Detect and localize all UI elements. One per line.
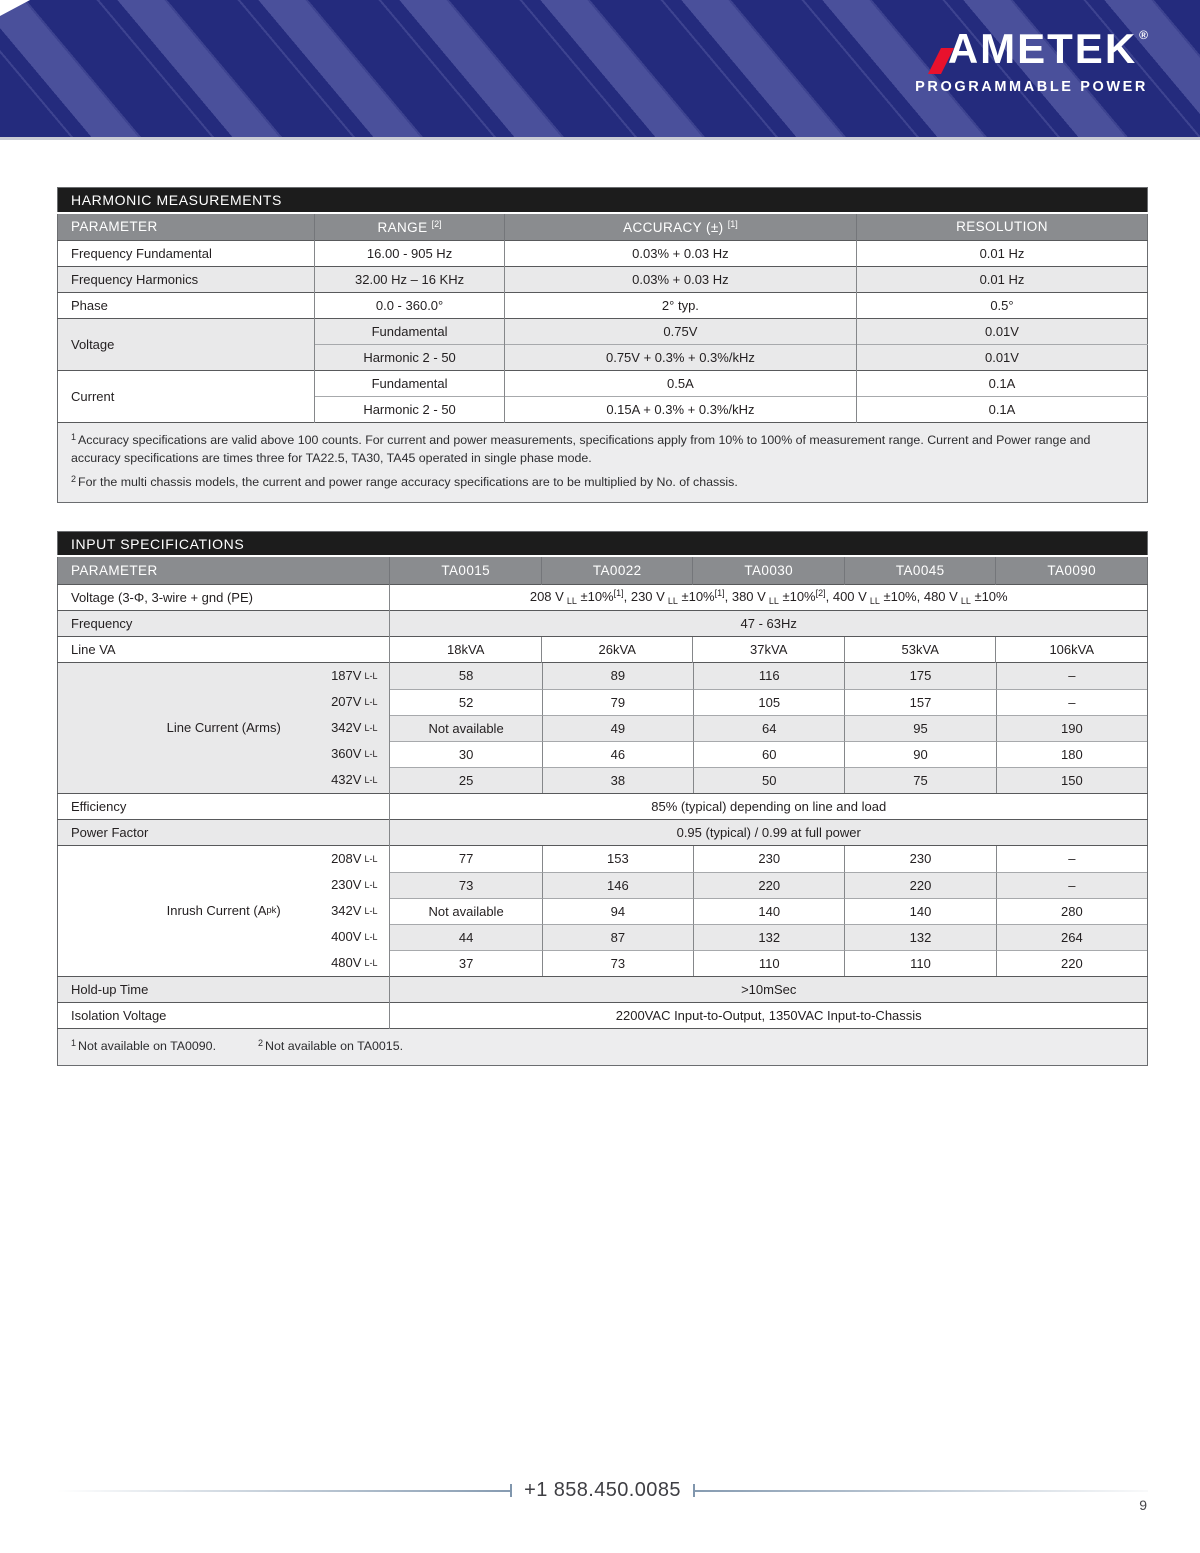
- voltage-level-label: 342V L-L: [331, 720, 378, 736]
- line-current-label: Line Current (Arms): [166, 720, 281, 736]
- col-header-resolution: RESOLUTION: [856, 213, 1147, 241]
- table-row: [58, 293, 1148, 319]
- page-number: 9: [1139, 1497, 1147, 1513]
- voltage-level-label: 230V L-L: [331, 877, 378, 893]
- value-cell: 90: [844, 741, 995, 767]
- value-cell: 38: [542, 767, 693, 793]
- accuracy-cell: 0.15A + 0.3% + 0.3%/kHz: [504, 397, 856, 423]
- input-specifications-table: [57, 531, 1148, 1067]
- line-va-row: [58, 636, 1148, 662]
- value-cell: 220: [996, 950, 1147, 976]
- col-header-parameter: PARAMETER: [58, 213, 315, 241]
- parameter-cell: Power Factor: [58, 819, 390, 845]
- registered-mark: ®: [1139, 28, 1148, 42]
- value-cell: 58: [390, 663, 541, 689]
- col-header-model: TA0022: [541, 556, 693, 584]
- footnotes-row: [58, 1028, 1148, 1066]
- voltage-level-label: 342V L-L: [331, 903, 378, 919]
- resolution-cell: 0.1A: [856, 397, 1147, 423]
- value-cell: >10mSec: [390, 976, 1148, 1002]
- inrush-current-values: [390, 845, 1148, 976]
- value-cell: 60: [693, 741, 844, 767]
- value-cell: 73: [390, 872, 541, 898]
- value-cell: 75: [844, 767, 995, 793]
- value-cell: 95: [844, 715, 995, 741]
- accuracy-cell: 0.75V + 0.3% + 0.3%/kHz: [504, 345, 856, 371]
- resolution-cell: 0.01V: [856, 345, 1147, 371]
- value-cell: 25: [390, 767, 541, 793]
- value-cell: 106kVA: [996, 636, 1148, 662]
- value-cell: 180: [996, 741, 1147, 767]
- value-cell: 140: [693, 898, 844, 924]
- voltage-input-row: [58, 584, 1148, 610]
- footnotes-row: [58, 423, 1148, 503]
- footnote: $^2$ For the multi chassis models, the current and power range accuracy specifications are to be multiplied by No. of chassis.: [71, 474, 738, 490]
- holdup-time-row: [58, 976, 1148, 1002]
- value-cell: 132: [693, 924, 844, 950]
- banner-corner-notch: [0, 0, 30, 16]
- value-cell: 132: [844, 924, 995, 950]
- accuracy-cell: 0.5A: [504, 371, 856, 397]
- inrush-current-grid: [390, 846, 1147, 976]
- range-cell: Fundamental: [315, 319, 505, 345]
- value-cell: 64: [693, 715, 844, 741]
- range-cell: Harmonic 2 - 50: [315, 345, 505, 371]
- column-header-row: [58, 556, 1148, 584]
- resolution-cell: 0.5°: [856, 293, 1147, 319]
- value-cell: 18kVA: [390, 636, 542, 662]
- parameter-cell: Phase: [58, 293, 315, 319]
- value-cell: 220: [844, 872, 995, 898]
- col-header-model: TA0090: [996, 556, 1148, 584]
- resolution-cell: 0.01 Hz: [856, 267, 1147, 293]
- line-current-values: [390, 662, 1148, 793]
- table-title: INPUT SPECIFICATIONS: [58, 531, 1148, 556]
- value-cell: 37: [390, 950, 541, 976]
- value-cell: 150: [996, 767, 1147, 793]
- voltage-level-label: 432V L-L: [331, 772, 378, 788]
- logo-red-swoosh-icon: [928, 42, 954, 74]
- value-cell: 44: [390, 924, 541, 950]
- value-cell: 264: [996, 924, 1147, 950]
- column-header-row: [58, 213, 1148, 241]
- table-row: [58, 267, 1148, 293]
- value-cell: 110: [693, 950, 844, 976]
- brand-banner: [0, 0, 1200, 140]
- frequency-row: [58, 610, 1148, 636]
- footer-tick-left: [510, 1484, 512, 1497]
- efficiency-row: [58, 793, 1148, 819]
- value-cell: 37kVA: [693, 636, 845, 662]
- value-cell: 105: [693, 689, 844, 715]
- value-cell: 0.95 (typical) / 0.99 at full power: [390, 819, 1148, 845]
- range-cell: 16.00 - 905 Hz: [315, 241, 505, 267]
- value-cell: 53kVA: [844, 636, 996, 662]
- resolution-cell: 0.01V: [856, 319, 1147, 345]
- value-cell: 73: [542, 950, 693, 976]
- range-cell: Harmonic 2 - 50: [315, 397, 505, 423]
- accuracy-cell: 0.75V: [504, 319, 856, 345]
- value-cell: 30: [390, 741, 541, 767]
- footnote: $^1$ Accuracy specifications are valid above 100 counts. For current and power measurements, specifications apply from 10% to 100% of measurement range. Current and Power range and accuracy specifications are times three for TA22.5, TA30, TA45 operated in single phase mode.: [71, 432, 1091, 465]
- inrush-current-label: Inrush Current (A pk ): [166, 903, 281, 919]
- footnotes-cell: [58, 1028, 1148, 1066]
- footnote: $^2$ Not available on TA0015.: [258, 1037, 404, 1053]
- line-current-voltage-labels: [301, 663, 389, 793]
- value-cell: 190: [996, 715, 1147, 741]
- value-cell: 153: [542, 846, 693, 872]
- value-cell: 230: [693, 846, 844, 872]
- parameter-cell: Hold-up Time: [58, 976, 390, 1002]
- logo-text: AMETEK: [947, 25, 1138, 72]
- accuracy-cell: 0.03% + 0.03 Hz: [504, 267, 856, 293]
- parameter-cell: Voltage (3-Φ, 3-wire + gnd (PE): [58, 584, 390, 610]
- footer-rule-left: [57, 1490, 510, 1492]
- parameter-cell: Frequency: [58, 610, 390, 636]
- value-cell: 230: [844, 846, 995, 872]
- logo-wordmark: [934, 25, 1148, 72]
- voltage-level-label: 187V L-L: [331, 668, 378, 684]
- ametek-logo: [915, 25, 1148, 95]
- current-group-row: [58, 371, 1148, 397]
- value-cell: 157: [844, 689, 995, 715]
- harmonic-measurements-table: [57, 187, 1148, 503]
- line-current-section: [58, 662, 1148, 793]
- value-cell: 26kVA: [541, 636, 693, 662]
- value-cell: 87: [542, 924, 693, 950]
- footer-rule-right: [695, 1490, 1148, 1492]
- page-content: [57, 140, 1148, 1066]
- accuracy-cell: 0.03% + 0.03 Hz: [504, 241, 856, 267]
- value-cell: 89: [542, 663, 693, 689]
- line-current-grid: [390, 663, 1147, 793]
- accuracy-cell: 2° typ.: [504, 293, 856, 319]
- value-cell: 2200VAC Input-to-Output, 1350VAC Input-to-Chassis: [390, 1002, 1148, 1028]
- page-footer: [57, 1479, 1148, 1502]
- table-title: HARMONIC MEASUREMENTS: [58, 188, 1148, 213]
- col-header-parameter: PARAMETER: [58, 556, 390, 584]
- col-header-model: TA0030: [693, 556, 845, 584]
- value-cell: –: [996, 663, 1147, 689]
- line-current-parameter-cell: [58, 662, 390, 793]
- value-cell: 280: [996, 898, 1147, 924]
- parameter-cell: Line VA: [58, 636, 390, 662]
- resolution-cell: 0.1A: [856, 371, 1147, 397]
- col-header-range: RANGE [2]: [315, 213, 505, 241]
- col-header-model: TA0015: [390, 556, 542, 584]
- parameter-cell: Frequency Harmonics: [58, 267, 315, 293]
- value-cell: 47 - 63Hz: [390, 610, 1148, 636]
- inrush-current-parameter-cell: [58, 845, 390, 976]
- value-cell: 146: [542, 872, 693, 898]
- footnotes-cell: [58, 423, 1148, 503]
- range-cell: 0.0 - 360.0°: [315, 293, 505, 319]
- range-cell: Fundamental: [315, 371, 505, 397]
- power-factor-row: [58, 819, 1148, 845]
- value-cell: 116: [693, 663, 844, 689]
- inrush-current-section: [58, 845, 1148, 976]
- parameter-cell: Voltage: [58, 319, 315, 371]
- value-cell: 79: [542, 689, 693, 715]
- phone-number: +1 858.450.0085: [524, 1479, 681, 1501]
- voltage-level-label: 400V L-L: [331, 929, 378, 945]
- value-cell: –: [996, 846, 1147, 872]
- value-cell: 85% (typical) depending on line and load: [390, 793, 1148, 819]
- value-cell: 175: [844, 663, 995, 689]
- value-cell: 94: [542, 898, 693, 924]
- voltage-level-label: 480V L-L: [331, 955, 378, 971]
- voltage-level-label: 207V L-L: [331, 694, 378, 710]
- parameter-cell: Isolation Voltage: [58, 1002, 390, 1028]
- value-cell: 50: [693, 767, 844, 793]
- parameter-cell: Efficiency: [58, 793, 390, 819]
- value-cell: 208 V $_{LL}$ ±10%[1], 230 V $_{LL}$ ±10%[1], 380 V $_{LL}$ ±10%[2], 400 V $_{LL}$ ±10%, 480 V $_{LL}$ ±10%: [390, 584, 1148, 610]
- value-cell: Not available: [390, 898, 541, 924]
- table-title-row: [58, 531, 1148, 556]
- value-cell: –: [996, 872, 1147, 898]
- value-cell: 140: [844, 898, 995, 924]
- value-cell: 46: [542, 741, 693, 767]
- value-cell: 110: [844, 950, 995, 976]
- logo-tagline: PROGRAMMABLE POWER: [915, 79, 1148, 95]
- col-header-accuracy: ACCURACY (±) [1]: [504, 213, 856, 241]
- inrush-current-voltage-labels: [301, 846, 389, 976]
- parameter-cell: Frequency Fundamental: [58, 241, 315, 267]
- voltage-group-row: [58, 319, 1148, 345]
- resolution-cell: 0.01 Hz: [856, 241, 1147, 267]
- value-cell: 49: [542, 715, 693, 741]
- isolation-voltage-row: [58, 1002, 1148, 1028]
- parameter-cell: Current: [58, 371, 315, 423]
- footnote: $^1$ Not available on TA0090.: [71, 1037, 217, 1053]
- range-cell: 32.00 Hz – 16 KHz: [315, 267, 505, 293]
- table-title-row: [58, 188, 1148, 213]
- value-cell: Not available: [390, 715, 541, 741]
- table-row: [58, 241, 1148, 267]
- voltage-level-label: 360V L-L: [331, 746, 378, 762]
- value-cell: 220: [693, 872, 844, 898]
- value-cell: 77: [390, 846, 541, 872]
- col-header-model: TA0045: [844, 556, 996, 584]
- value-cell: –: [996, 689, 1147, 715]
- voltage-level-label: 208V L-L: [331, 851, 378, 867]
- value-cell: 52: [390, 689, 541, 715]
